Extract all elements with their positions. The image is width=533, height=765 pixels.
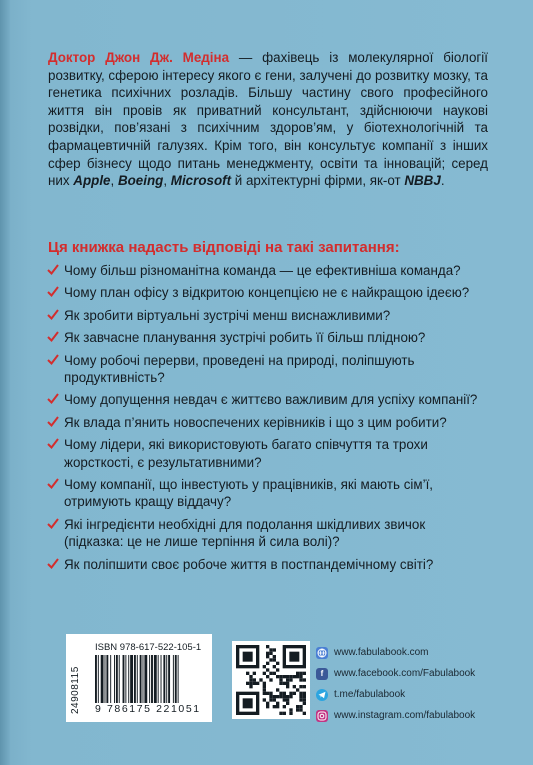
telegram-icon (316, 689, 328, 701)
question-text: Як зробити віртуальні зустрічі менш виснажливими? (64, 307, 391, 323)
question-text: Які інгредієнти необхідні для подолання шкідливих звичок (підказка: це не лише терпіння й сила волі)? (64, 516, 426, 550)
spine-edge (0, 0, 10, 765)
link-text: t.me/fabulabook (334, 689, 406, 700)
globe-icon (316, 647, 328, 659)
checkmark-icon (46, 517, 60, 531)
questions-title: Ця книжка надасть відповіді на такі запитання: (48, 239, 400, 256)
checkmark-icon (46, 263, 60, 277)
checkmark-icon (46, 415, 60, 429)
company-apple: Apple (73, 173, 111, 189)
barcode-digits: 9 786175 221051 (95, 703, 201, 715)
checkmark-icon (46, 308, 60, 322)
bio-sep-2: , (163, 173, 171, 189)
link-website[interactable] (316, 642, 516, 663)
list-item (46, 436, 486, 471)
question-text: Чому компанії, що інвестують у працівників, які мають сім’ї, отримують кращу віддачу? (64, 477, 434, 510)
checkmark-icon (46, 392, 60, 406)
question-text: Як влада п’янить новоспечених керівників і що з цим робити? (64, 414, 447, 430)
link-text: www.facebook.com/Fabulabook (334, 668, 476, 679)
company-nbbj: NBBJ (404, 173, 441, 189)
bio-text-3: . (440, 173, 445, 189)
checkmark-icon (46, 477, 60, 491)
questions-list (46, 262, 486, 578)
bio-text-2: й архітектурні фірми, як-от (231, 173, 405, 189)
list-item (46, 556, 486, 573)
link-text: www.fabulabook.com (334, 647, 429, 658)
list-item (46, 476, 486, 511)
question-text: Чому більш різноманітна команда — це ефективніша команда? (64, 263, 461, 278)
author-bio (48, 49, 488, 190)
list-item (46, 352, 486, 387)
list-item (46, 284, 486, 301)
qr-code-icon (236, 645, 306, 715)
checkmark-icon (46, 437, 60, 451)
instagram-icon (316, 710, 328, 722)
company-boeing: Boeing (117, 173, 164, 189)
list-item (46, 391, 486, 408)
link-facebook[interactable] (316, 663, 516, 684)
facebook-icon: f (316, 668, 328, 680)
link-text: www.instagram.com/fabulabook (334, 710, 476, 721)
barcode-graphic (95, 655, 207, 703)
bio-text-1: — фахівець із молекулярної біології розвитку, сферою інтересу якого є гени, залучені до розвитку мозку, та генетика психічних розладів. Більшу частину свого професійного життя він провів як приватний консультант, здійснюючи наукові розвідки, пов’язані з психічним здоров’ям, у біотехнологічній та фармацевтичній галузях. Крім того, він консультує компанії з інших сфер бізнесу щодо питань менеджменту, освіти та інновацій; серед них (48, 50, 488, 189)
checkmark-icon (46, 557, 60, 571)
checkmark-icon (46, 330, 60, 344)
list-item (46, 516, 486, 551)
question-text: Як поліпшити своє робоче життя в постпандемічному світі? (64, 556, 434, 572)
checkmark-icon (46, 353, 60, 367)
qr-code (232, 641, 310, 719)
list-item (46, 329, 486, 346)
isbn-number: ISBN 978-617-522-105-1 (95, 642, 202, 653)
question-text: Чому допущення невдач є життєво важливим для успіху компанії? (64, 392, 478, 408)
question-text: Чому робочі перерви, проведені на природі, поліпшують продуктивність? (64, 352, 415, 386)
list-item (46, 262, 486, 279)
question-text: Чому лідери, які використовують багато співчуття та трохи жорсткості, є результативними? (64, 437, 428, 470)
list-item (46, 414, 486, 431)
link-instagram[interactable] (316, 705, 516, 726)
bio-sep-1: , (110, 173, 118, 189)
company-microsoft: Microsoft (170, 173, 232, 189)
question-text: Як завчасне планування зустрічі робить її більш плідною? (64, 330, 426, 346)
side-code: 24908115 (70, 666, 81, 714)
checkmark-icon (46, 285, 60, 299)
link-telegram[interactable] (316, 684, 516, 705)
contact-links (316, 642, 516, 726)
author-name: Доктор Джон Дж. Медіна (48, 50, 230, 65)
list-item (46, 307, 486, 324)
question-text: Чому план офісу з відкритою концепцією не є найкращою ідеєю? (64, 285, 470, 301)
